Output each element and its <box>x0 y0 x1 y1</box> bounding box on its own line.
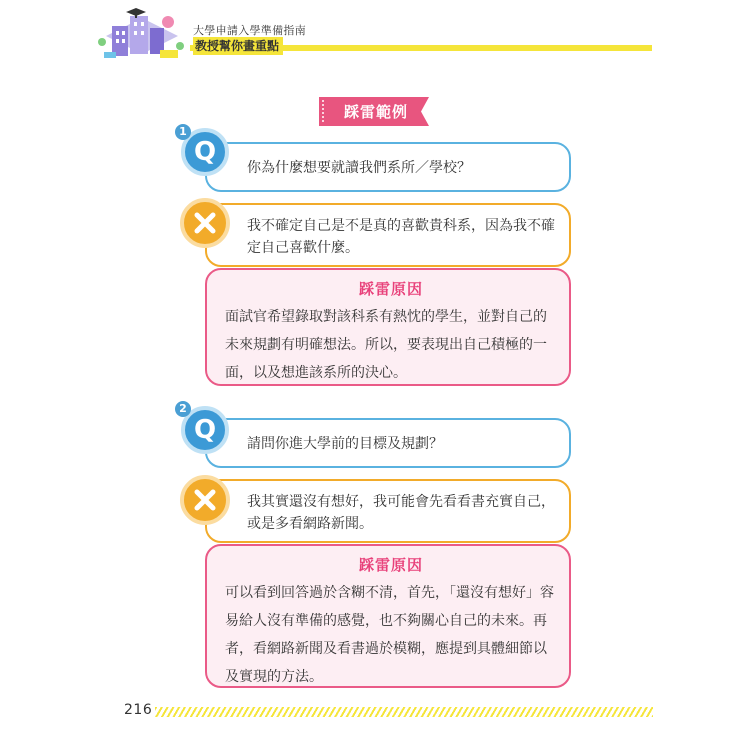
reason-box-2 <box>205 544 571 688</box>
book-title: 大學申請入學準備指南 <box>193 24 306 37</box>
question-number-1: 1 <box>175 124 191 140</box>
wrong-answer-text-2: 我其實還沒有想好，我可能會先看看書充實自己，或是多看網路新聞。 <box>247 494 555 532</box>
q-icon: Q <box>181 406 229 454</box>
cross-icon <box>180 475 230 525</box>
header-illustration <box>96 6 188 74</box>
reason-box-1 <box>205 268 571 386</box>
chapter-title: 教授幫你畫重點 <box>193 37 283 55</box>
section-title: 踩雷範例 <box>343 103 408 121</box>
question-text-2: 請問你進大學前的目標及規劃？ <box>247 436 443 452</box>
footer-stripes <box>155 707 653 717</box>
reason-title-2: 踩雷原因 <box>358 556 423 574</box>
question-box-1 <box>205 142 571 192</box>
question-number-2: 2 <box>175 401 191 417</box>
reason-title-1: 踩雷原因 <box>358 280 423 298</box>
question-box-2 <box>205 418 571 468</box>
q-icon: Q <box>181 128 229 176</box>
question-text-1: 你為什麼想要就讀我們系所／學校？ <box>247 160 471 176</box>
cross-icon <box>180 198 230 248</box>
page-number: 216 <box>124 702 153 718</box>
reason-text-1: 面試官希望錄取對該科系有熱忱的學生，並對自己的未來規劃有明確想法。所以，要表現出自己積極的一面，以及想進該系所的決心。 <box>225 309 547 381</box>
wrong-answer-text-1: 我不確定自己是不是真的喜歡貴科系，因為我不確定自己喜歡什麼。 <box>247 218 555 256</box>
wrong-answer-box-1 <box>205 203 571 267</box>
reason-text-2: 可以看到回答過於含糊不清，首先，「還沒有想好」容易給人沒有準備的感覺，也不夠關心自己的未來。再者，看網路新聞及看書過於模糊，應提到具體細節以及實現的方法。 <box>225 585 554 685</box>
wrong-answer-box-2 <box>205 479 571 543</box>
